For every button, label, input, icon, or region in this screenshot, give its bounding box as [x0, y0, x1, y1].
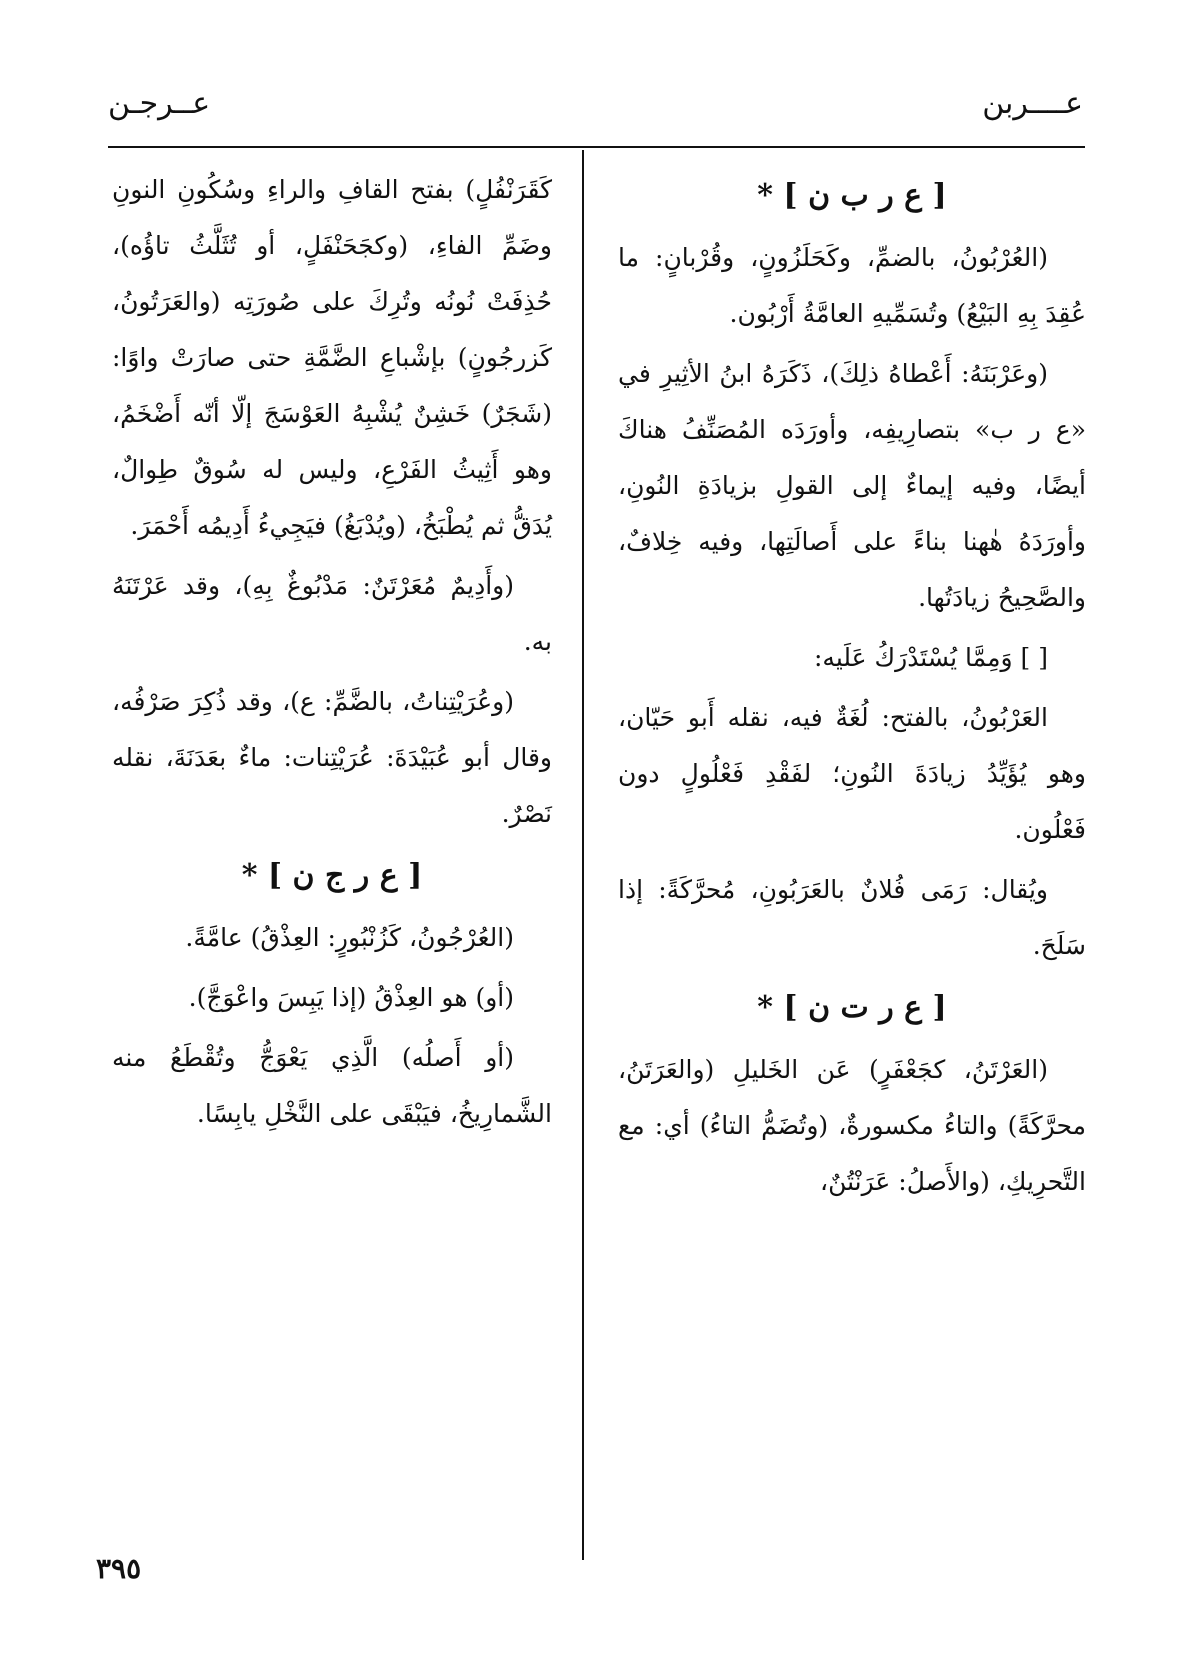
paragraph: (أو) هو العِذْقُ (إذا يَبِسَ واعْوَجَّ). — [188, 983, 514, 1012]
header-rule — [108, 146, 1085, 148]
paragraph: (العُرْبُونُ، بالضمِّ، وكَحَلَزُونٍ، وقُرْبانٍ: ما عُقِدَ بِهِ البَيْعُ) وتُسَمِّيهِ العامَّةُ أَرْبُون. — [618, 243, 1086, 328]
paragraph: (العُرْجُونُ، كَزُنْبُورٍ: العِذْقُ) عامَّةً. — [185, 923, 514, 952]
paragraph: (العَرْتَنُ، كجَعْفَرٍ) عَن الخَليلِ (والعَرَتَنُ، محرَّكَةً) والتاءُ مكسورةٌ، (وتُضَمُّ التاءُ) أي: مع التَّحرِيكِ، (والأَصلُ: عَرَنْتُنٌ، — [618, 1055, 1086, 1196]
supplement-heading: [ ] وَمِمَّا يُسْتَدْرَكُ عَلَيه: — [814, 643, 1048, 672]
running-head-left: عــرجـن — [108, 86, 211, 121]
entry-heading-artn: [ ع ر ت ن ] * — [757, 990, 947, 1025]
paragraph: ويُقال: رَمَى فُلانٌ بالعَرَبُونِ، مُحرَّكَةً: إذا سَلَحَ. — [618, 875, 1086, 960]
paragraph: (أو أَصلُه) الَّذِي يَعْوَجُّ وتُقْطَعُ منه الشَّمارِيخُ، فيَبْقَى على النَّخْلِ يابِسًا. — [112, 1043, 552, 1128]
paragraph: العَرْبُونُ، بالفتح: لُغَةٌ فيه، نقله أَبو حَيّان، وهو يُؤَيِّدُ زيادَةَ النُونِ؛ لفَقْدِ فَعْلُولٍ دون فَعْلُون. — [618, 703, 1086, 844]
left-column — [112, 162, 552, 1146]
page-number: ٣٩٥ — [96, 1552, 142, 1585]
right-column — [618, 162, 1086, 1214]
paragraph: (وأَدِيمٌ مُعَرْتَنٌ: مَدْبُوغٌ بِهِ)، وقد عَرْتَنَهُ به. — [112, 571, 552, 656]
entry-heading-arbn: [ ع ر ب ن ] * — [757, 178, 947, 213]
paragraph: (وعَرْبَنَهُ: أَعْطاهُ ذلِكَ)، ذَكَرَهُ ابنُ الأثِيرِ في «ع ر ب» بتصارِيفِه، وأورَدَه المُصَنِّفُ هناكَ أيضًا، وفيه إيماءٌ إلى القولِ بزيادَةِ النُونِ، وأورَدَهُ هٰهنا بناءً على أَصالَتِها، وفيه خِلافٌ، والصَّحِيحُ زيادَتُها. — [618, 359, 1086, 612]
column-divider — [582, 150, 584, 1560]
paragraph: كَقَرَنْفُلٍ) بفتح القافِ والراءِ وسُكُونِ النونِ وضَمِّ الفاءِ، (وكجَحَنْفَلٍ، أو تُثَلَّثُ تاؤُه)، حُذِفَتْ نُونُه وتُرِكَ على صُورَتِه (والعَرَتُونُ، كَزرجُونٍ) بإشْباعِ الضَّمَّةِ حتى صارَتْ واوًا: (شَجَرٌ) خَشِنٌ يُشْبِهُ العَوْسَجَ إلّا أنّه أَضْخَمُ، وهو أَثِيثُ الفَرْعِ، وليس له سُوقٌ طِوالٌ، يُدَقُّ ثم يُطْبَخُ، (ويُدْبَغُ) فيَجِيءُ أَدِيمُه أَحْمَرَ. — [112, 175, 552, 540]
running-head-right: عــــربن — [982, 86, 1083, 121]
entry-heading-arjn: [ ع ر ج ن ] * — [241, 858, 423, 893]
paragraph: (وعُرَيْتِناتُ، بالضَّمِّ: ع)، وقد ذُكِرَ صَرْفُه، وقال أبو عُبَيْدَةَ: عُرَيْتِنات: ماءٌ بعَدَنَةَ، نقله نَصْرٌ. — [112, 687, 552, 828]
